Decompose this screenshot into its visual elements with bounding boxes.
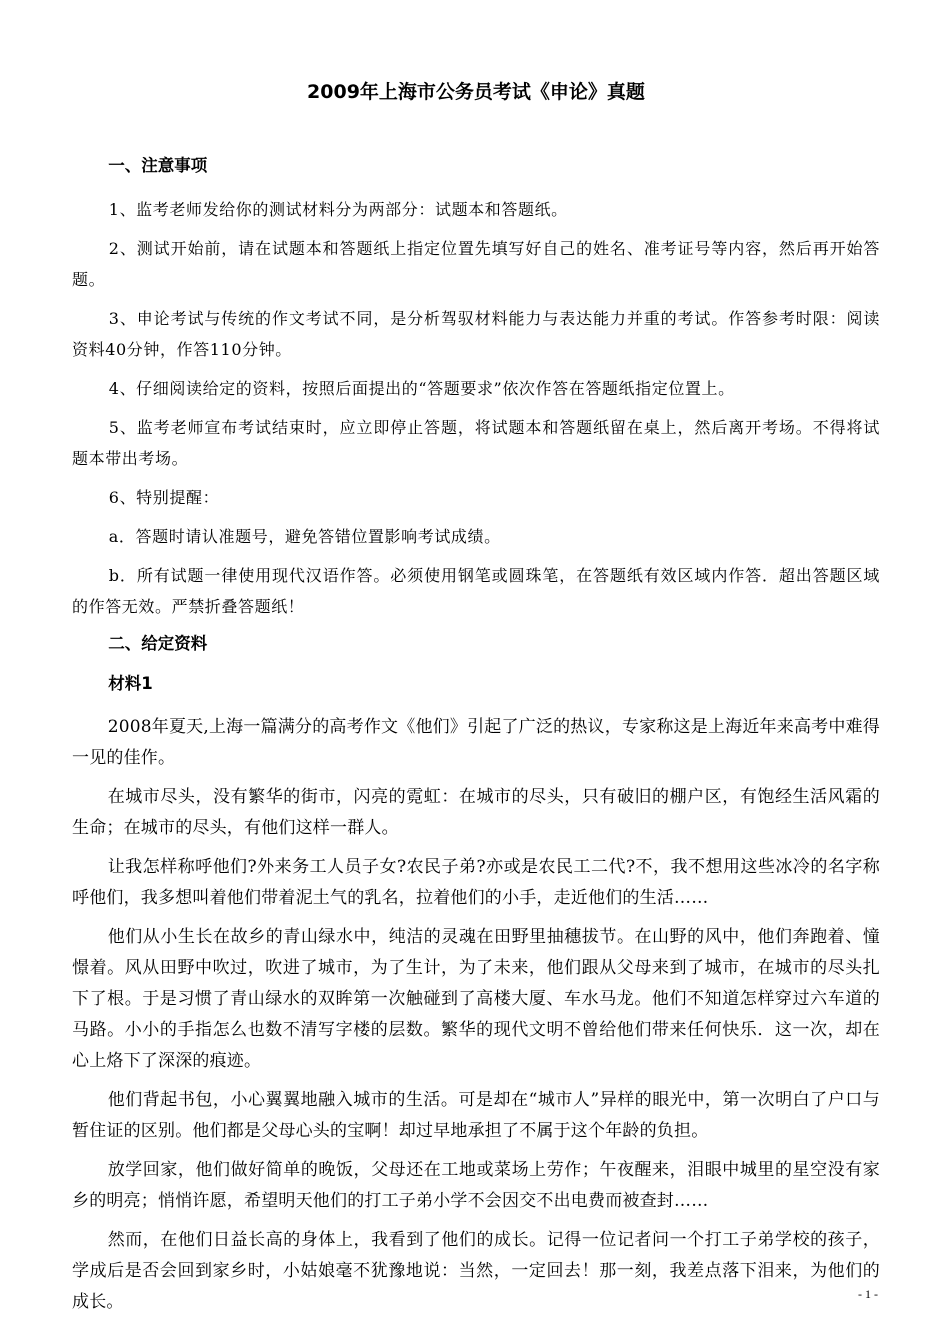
material-heading: 材料1 xyxy=(108,674,153,693)
note-item: b．所有试题一律使用现代汉语作答。必须使用钢笔或圆珠笔，在答题纸有效区域内作答．超出答题区域的作答无效。严禁折叠答题纸！ xyxy=(72,566,880,616)
note-item: 6、特别提醒： xyxy=(108,488,220,507)
material-paragraph: 放学回家，他们做好简单的晚饭，父母还在工地或菜场上劳作；午夜醒来，泪眼中城里的星空没有家乡的明亮；悄悄许愿，希望明天他们的打工子弟小学不会因交不出电费而被查封…… xyxy=(72,1160,880,1211)
note-item: 3、申论考试与传统的作文考试不同，是分析驾驭材料能力与表达能力并重的考试。作答参考时限：阅读资料40分钟，作答110分钟。 xyxy=(72,309,880,359)
document-page xyxy=(72,78,880,1326)
note-item: a．答题时请认准题号，避免答错位置影响考试成绩。 xyxy=(108,527,501,546)
note-item: 4、仔细阅读给定的资料，按照后面提出的“答题要求”依次作答在答题纸指定位置上。 xyxy=(108,379,735,398)
note-item: 5、监考老师宣布考试结束时，应立即停止答题，将试题本和答题纸留在桌上，然后离开考场。不得将试题本带出考场。 xyxy=(72,418,880,468)
material-paragraph: 然而，在他们日益长高的身体上，我看到了他们的成长。记得一位记者问一个打工子弟学校的孩子，学成后是否会回到家乡时，小姑娘毫不犹豫地说：当然，一定回去！那一刻，我差点落下泪来，为他们的成长。 xyxy=(72,1230,880,1312)
material-paragraph: 他们背起书包，小心翼翼地融入城市的生活。可是却在“城市人”异样的眼光中，第一次明白了户口与暂住证的区别。他们都是父母心头的宝啊！却过早地承担了不属于这个年龄的负担。 xyxy=(72,1090,880,1141)
note-item: 1、监考老师发给你的测试材料分为两部分：试题本和答题纸。 xyxy=(108,200,568,219)
material-paragraph: 他们从小生长在故乡的青山绿水中，纯洁的灵魂在田野里抽穗拔节。在山野的风中，他们奔跑着、憧憬着。风从田野中吹过，吹进了城市，为了生计，为了未来，他们跟从父母来到了城市，在城市的尽头扎下了根。于是习惯了青山绿水的双眸第一次触碰到了高楼大厦、车水马龙。他们不知道怎样穿过六车道的马路。小小的手指怎么也数不清写字楼的层数。繁华的现代文明不曾给他们带来任何快乐．这一次，却在心上烙下了深深的痕迹。 xyxy=(72,927,880,1071)
note-item: 2、测试开始前，请在试题本和答题纸上指定位置先填写好自己的姓名、准考证号等内容，然后再开始答题。 xyxy=(72,239,880,289)
section-heading-notes: 一、注意事项 xyxy=(108,156,208,175)
material-paragraph: 2008年夏天,上海一篇满分的高考作文《他们》引起了广泛的热议，专家称这是上海近年来高考中难得一见的佳作。 xyxy=(72,717,880,768)
material-paragraph: 在城市尽头，没有繁华的街市，闪亮的霓虹：在城市的尽头，只有破旧的棚户区，有饱经生活风霜的生命；在城市的尽头，有他们这样一群人。 xyxy=(72,787,880,838)
material-paragraph: 让我怎样称呼他们?外来务工人员子女?农民子弟?亦或是农民工二代?不，我不想用这些冰冷的名字称呼他们，我多想叫着他们带着泥土气的乳名，拉着他们的小手，走近他们的生活…… xyxy=(72,857,880,908)
section-heading-materials: 二、给定资料 xyxy=(108,634,208,653)
page-title: 2009年上海市公务员考试《申论》真题 xyxy=(307,81,645,103)
page-number: - 1 - xyxy=(858,1287,878,1301)
